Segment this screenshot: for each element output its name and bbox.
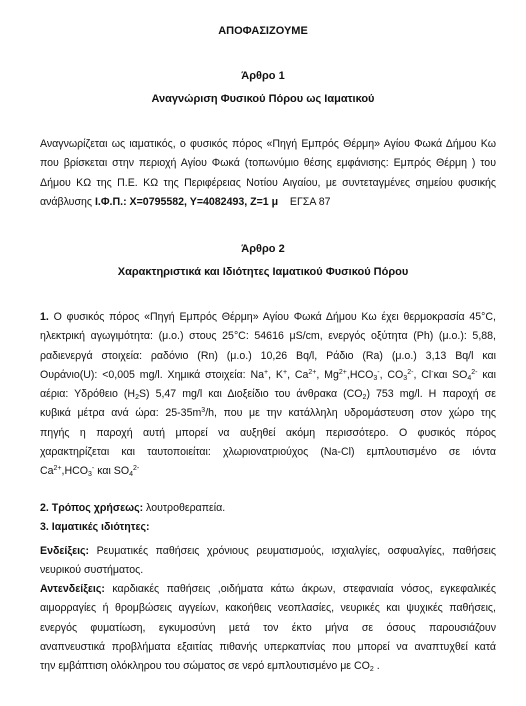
- p1-text: κυβικά μέτρα ανά ώρα: 25-35m: [40, 407, 202, 420]
- article-1-line: ανάβλυσης: [40, 195, 93, 208]
- formula-index: 2: [135, 394, 139, 402]
- usage-line: [40, 499, 496, 518]
- p1-line-9: [40, 462, 496, 481]
- ion-charge: 2+: [308, 368, 317, 376]
- ion: και SO: [433, 368, 468, 381]
- indications-text: Ρευματικές παθήσεις χρόνιους ρευματισμούς, ισχιαλγίες, οσφυαλγίες, παθήσεις: [89, 544, 496, 557]
- ion-charge: 2+: [53, 465, 62, 473]
- ion: , K: [268, 368, 283, 381]
- ion: , CO: [379, 368, 404, 381]
- p1-line-8: χαρακτηρίζεται και ταυτοποιείται: χλωριονατριούχος (Na-Cl) εμπλουτισμένο σε ιόντα: [40, 446, 496, 459]
- p1-line-2: [40, 327, 496, 346]
- ion-index: 3: [88, 471, 92, 479]
- ion-charge: 2+: [338, 368, 347, 376]
- article-1-title: Αναγνώριση Φυσικού Πόρου ως Ιαματικού: [151, 93, 375, 105]
- p1-text: °C: 54616 μS/cm, ενεργός οξύτητα (Ph) (μ.ο.): 5,88,: [233, 330, 496, 343]
- contraindications-text: την εμβάπτιση ολόκληρου του σώματος σε νερό εμπλουτισμένο με CO: [40, 660, 370, 673]
- p1-line-3: ραδιενεργά στοιχεία: ραδόνιο (Rn) (μ.ο.) 10,26 Bq/l, Ράδιο (Ra) (μ.ο.) 3,13 Bq/l και: [40, 349, 496, 362]
- ion: Ca: [40, 465, 54, 478]
- article-2-title: Χαρακτηριστικά και Ιδιότητες Ιαματικού Φυσικού Πόρου: [117, 266, 409, 278]
- ion-charge: 2-: [133, 465, 140, 473]
- p1-line-7: πηγής η παροχή αυτή μπορεί να αυξηθεί ακόμη περισσότερο. Ο φυσικός πόρος: [40, 426, 496, 439]
- p1-unit: °C,: [481, 311, 496, 323]
- contraindications-text: καρδιακές παθήσεις ,οιδήματα κάτω άκρων, στεφανιαία νόσος, εγκεφαλικές: [104, 583, 496, 596]
- formula-index: 2: [369, 666, 374, 674]
- contraindications-label: Αντενδείξεις:: [40, 583, 105, 596]
- article-2-paragraph-2: [40, 499, 496, 677]
- decision-heading: ΑΠΟΦΑΣΙΖΟΥΜΕ: [218, 25, 308, 37]
- ion-charge: -: [91, 465, 95, 473]
- ion-index: 3: [373, 374, 378, 382]
- ion-charge: -: [377, 368, 380, 376]
- ion: ,HCO: [61, 465, 89, 478]
- p1-text: αέρια: Υδρόθειο (H: [40, 388, 136, 401]
- item-number: 1.: [40, 311, 49, 323]
- p1-text: και: [477, 368, 497, 381]
- contra-line-5: [40, 657, 496, 676]
- contraindications-text: .: [373, 660, 380, 673]
- ion-charge: 2-: [407, 368, 414, 376]
- p1-text: S) 5,47 mg/l και Διοξείδιο του άνθρακα (CO: [138, 388, 363, 401]
- formula-index: 2: [362, 394, 367, 402]
- properties-label: 3. Ιαματικές ιδιότητες:: [40, 521, 150, 534]
- ion: , Cl: [413, 368, 432, 381]
- ion-index: 4: [467, 374, 472, 382]
- ion-charge: 2-: [471, 368, 478, 376]
- article-2-number: Άρθρο 2: [241, 243, 285, 255]
- ion: , Mg: [316, 368, 339, 381]
- ion-index: 3: [403, 374, 408, 382]
- p1-text: Ουράνιο(U): <0,005 mg/l. Χημικά στοιχεία: Na: [40, 368, 265, 381]
- indications-line-1: [40, 542, 496, 561]
- article-1-line-coords: [40, 193, 496, 212]
- contra-line-3: ενεργός φυματίωση, εγκυμοσύνη μετά τον έκτο μήνα σε όσους παρουσιάζουν: [40, 621, 496, 634]
- p1-text: /h, που με την κατάλληλη υδρομάστευση στον χώρο της: [205, 407, 496, 420]
- usage-text: λουτροθεραπεία.: [143, 502, 226, 514]
- p1-text: Ο φυσικός πόρος «Πηγή Εμπρός Θέρμη» Αγίου Φωκά Δήμου Κω έχει θερμοκρασία 45: [53, 311, 482, 323]
- unit-exponent: 3: [201, 407, 206, 415]
- p1-line-5: [40, 385, 496, 404]
- article-1-line: Αναγνωρίζεται ως ιαματικός, ο φυσικός πόρος «Πηγή Εμπρός Θέρμη» Αγίου Φωκά Δήμου Κω: [40, 138, 496, 150]
- article-1-paragraph: [40, 135, 496, 212]
- p1-text: ηλεκτρική αγωγιμότητα: (μ.ο.) στους 25: [40, 330, 234, 343]
- p1-line-1: [40, 308, 496, 327]
- ion: και SO: [94, 465, 130, 478]
- ion-charge: -: [431, 368, 434, 376]
- ion-index: 4: [129, 471, 134, 479]
- properties-heading: [40, 518, 496, 537]
- article-1-line: Δήμου ΚΩ της Π.Ε. ΚΩ της Περιφέρειας Νοτίου Αιγαίου, με συντεταγμένες σημείου φυσικής: [40, 176, 496, 189]
- p1-text: ) 753 mg/l. Η παροχή σε: [366, 388, 496, 401]
- coordinate-system: ΕΓΣΑ 87: [289, 195, 331, 208]
- article-1-number: Άρθρο 1: [241, 70, 285, 82]
- contra-line-2: αιμορραγίες ή θρομβώσεις αγγείων, κακοήθεις νεοπλασίες, νευρικές και ψυχικές παθήσεις,: [40, 602, 496, 615]
- article-1-line: που βρίσκεται στην περιοχή Αγίου Φωκά (τοπωνύμιο θέσης εμφάνισης: Εμπρός Θέρμη ) του: [40, 157, 496, 170]
- p1-line-6: [40, 404, 496, 423]
- contra-line-4: αναπνευστικά προβλήματα εξαιτίας πιθανής υπερκαπνίας που μπορεί να αναπτυχθεί κατά: [40, 641, 496, 654]
- coordinates: Ι.Φ.Π.: Χ=0795582, Υ=4082493, Ζ=1 μ: [94, 195, 279, 208]
- article-2-paragraph-1: [40, 308, 496, 482]
- contra-line-1: [40, 580, 496, 599]
- ion: ,HCO: [346, 368, 374, 381]
- ion: , Ca: [287, 368, 309, 381]
- ion-charge: +: [282, 368, 288, 376]
- usage-label: 2. Τρόπος χρήσεως:: [40, 502, 144, 514]
- indications-line-2: νευρικού συστήματος.: [40, 563, 144, 576]
- ion-charge: +: [264, 368, 269, 376]
- p1-line-4: [40, 366, 496, 385]
- indications-label: Ενδείξεις:: [40, 544, 90, 557]
